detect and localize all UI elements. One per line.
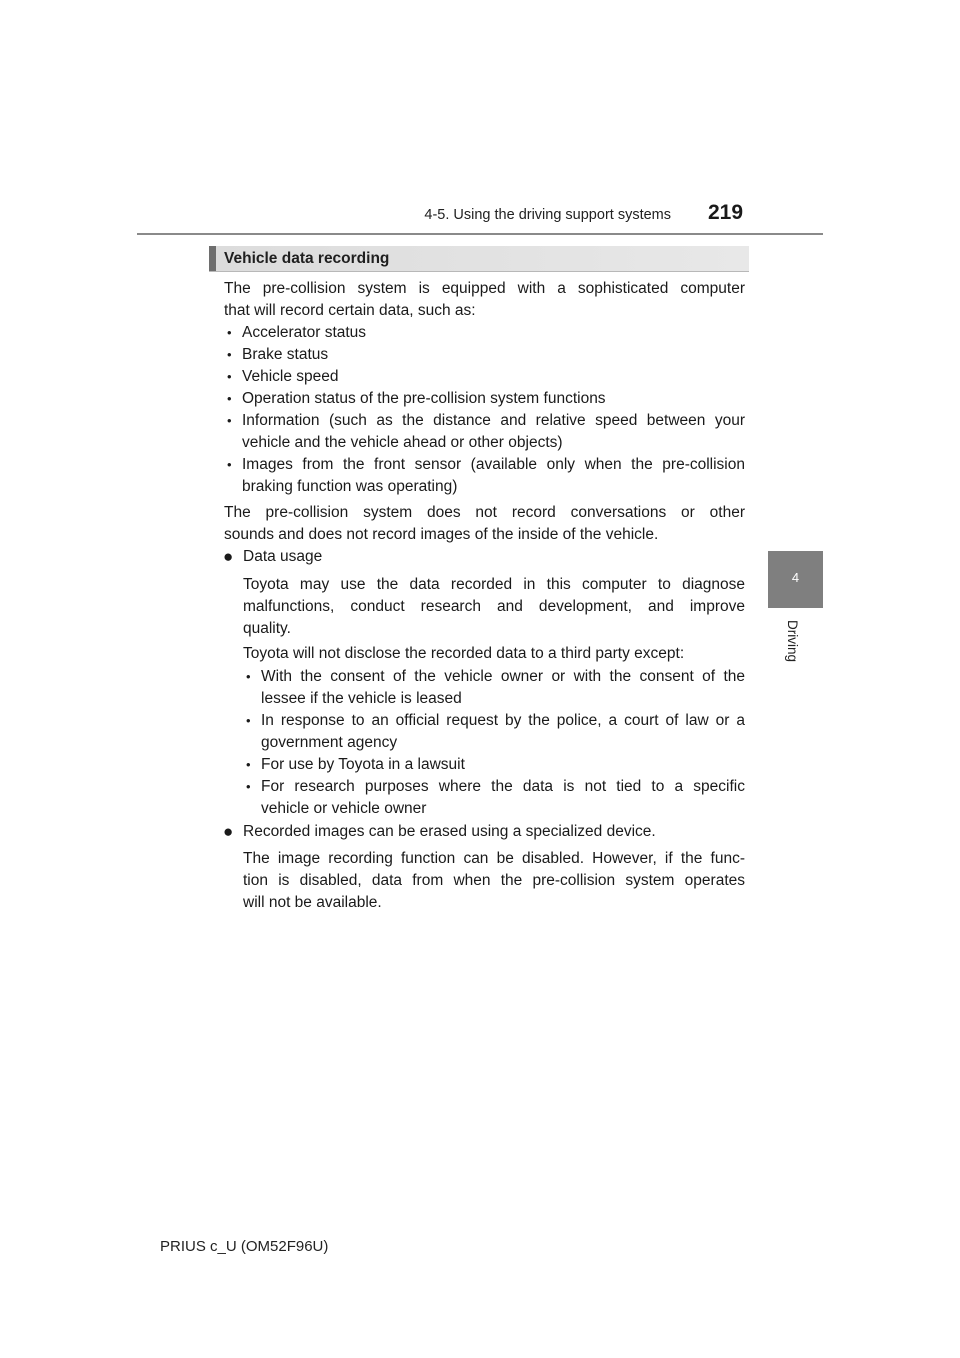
paragraph-line: Toyota may use the data recorded in this computer to diagnose xyxy=(243,576,745,593)
bullet-icon: • xyxy=(227,391,232,406)
bullet-icon: • xyxy=(246,713,251,728)
list-item: For research purposes where the data is not tied to a specific xyxy=(261,778,745,795)
list-item: Brake status xyxy=(242,346,329,363)
list-item-continuation: vehicle and the vehicle ahead or other objects) xyxy=(242,434,563,451)
paragraph-line: tion is disabled, data from when the pre-collision system operates xyxy=(243,872,745,889)
list-item: Operation status of the pre-collision system functions xyxy=(242,390,606,407)
bullet-icon: • xyxy=(227,457,232,472)
list-item-continuation: government agency xyxy=(261,734,398,751)
paragraph-line: malfunctions, conduct research and development, and improve xyxy=(243,598,745,615)
list-item: Vehicle speed xyxy=(242,368,339,385)
running-header: 4-5. Using the driving support systems xyxy=(424,207,671,223)
bullet-icon: • xyxy=(227,347,232,362)
page-number: 219 xyxy=(708,201,744,224)
chapter-tab xyxy=(768,551,823,608)
section-heading xyxy=(209,246,749,272)
list-item: Accelerator status xyxy=(242,324,367,341)
list-item: In response to an official request by the police, a court of law or a xyxy=(261,712,745,729)
bullet-icon: • xyxy=(246,779,251,794)
list-item: Images from the front sensor (available only when the pre-collision xyxy=(242,456,745,473)
paragraph-line: quality. xyxy=(243,620,291,637)
bullet-icon: • xyxy=(227,369,232,384)
chapter-label: Driving xyxy=(785,620,800,663)
list-item-continuation: lessee if the vehicle is leased xyxy=(261,690,462,707)
list-item: With the consent of the vehicle owner or with the consent of the xyxy=(261,668,745,685)
bullet-icon: • xyxy=(227,325,232,340)
circle-bullet-icon: ● xyxy=(223,822,234,841)
bullet-icon: • xyxy=(227,413,232,428)
header-divider xyxy=(137,233,823,235)
subsection-title: Data usage xyxy=(243,548,323,565)
list-item: Information (such as the distance and relative speed between your xyxy=(242,412,745,429)
bullet-icon: • xyxy=(246,757,251,772)
section-title: Vehicle data recording xyxy=(224,250,390,267)
intro-line: The pre-collision system is equipped with a sophisticated computer xyxy=(224,280,745,297)
paragraph-line: will not be available. xyxy=(243,894,382,911)
list-item: For use by Toyota in a lawsuit xyxy=(261,756,465,773)
paragraph-line: sounds and does not record images of the inside of the vehicle. xyxy=(224,526,659,543)
footer-model-code: PRIUS c_U (OM52F96U) xyxy=(160,1238,329,1255)
bullet-icon: • xyxy=(246,669,251,684)
circle-bullet-icon: ● xyxy=(223,547,234,566)
paragraph-line: The pre-collision system does not record conversations or other xyxy=(224,504,745,521)
list-item-continuation: braking function was operating) xyxy=(242,478,458,495)
chapter-number: 4 xyxy=(791,570,800,585)
paragraph-line: Toyota will not disclose the recorded data to a third party except: xyxy=(243,645,685,662)
paragraph-line: The image recording function can be disabled. However, if the func- xyxy=(243,850,745,867)
intro-line: that will record certain data, such as: xyxy=(224,302,476,319)
list-item-continuation: vehicle or vehicle owner xyxy=(261,800,427,817)
heading-accent-bar xyxy=(209,246,216,271)
subsection-title: Recorded images can be erased using a specialized device. xyxy=(243,823,656,840)
